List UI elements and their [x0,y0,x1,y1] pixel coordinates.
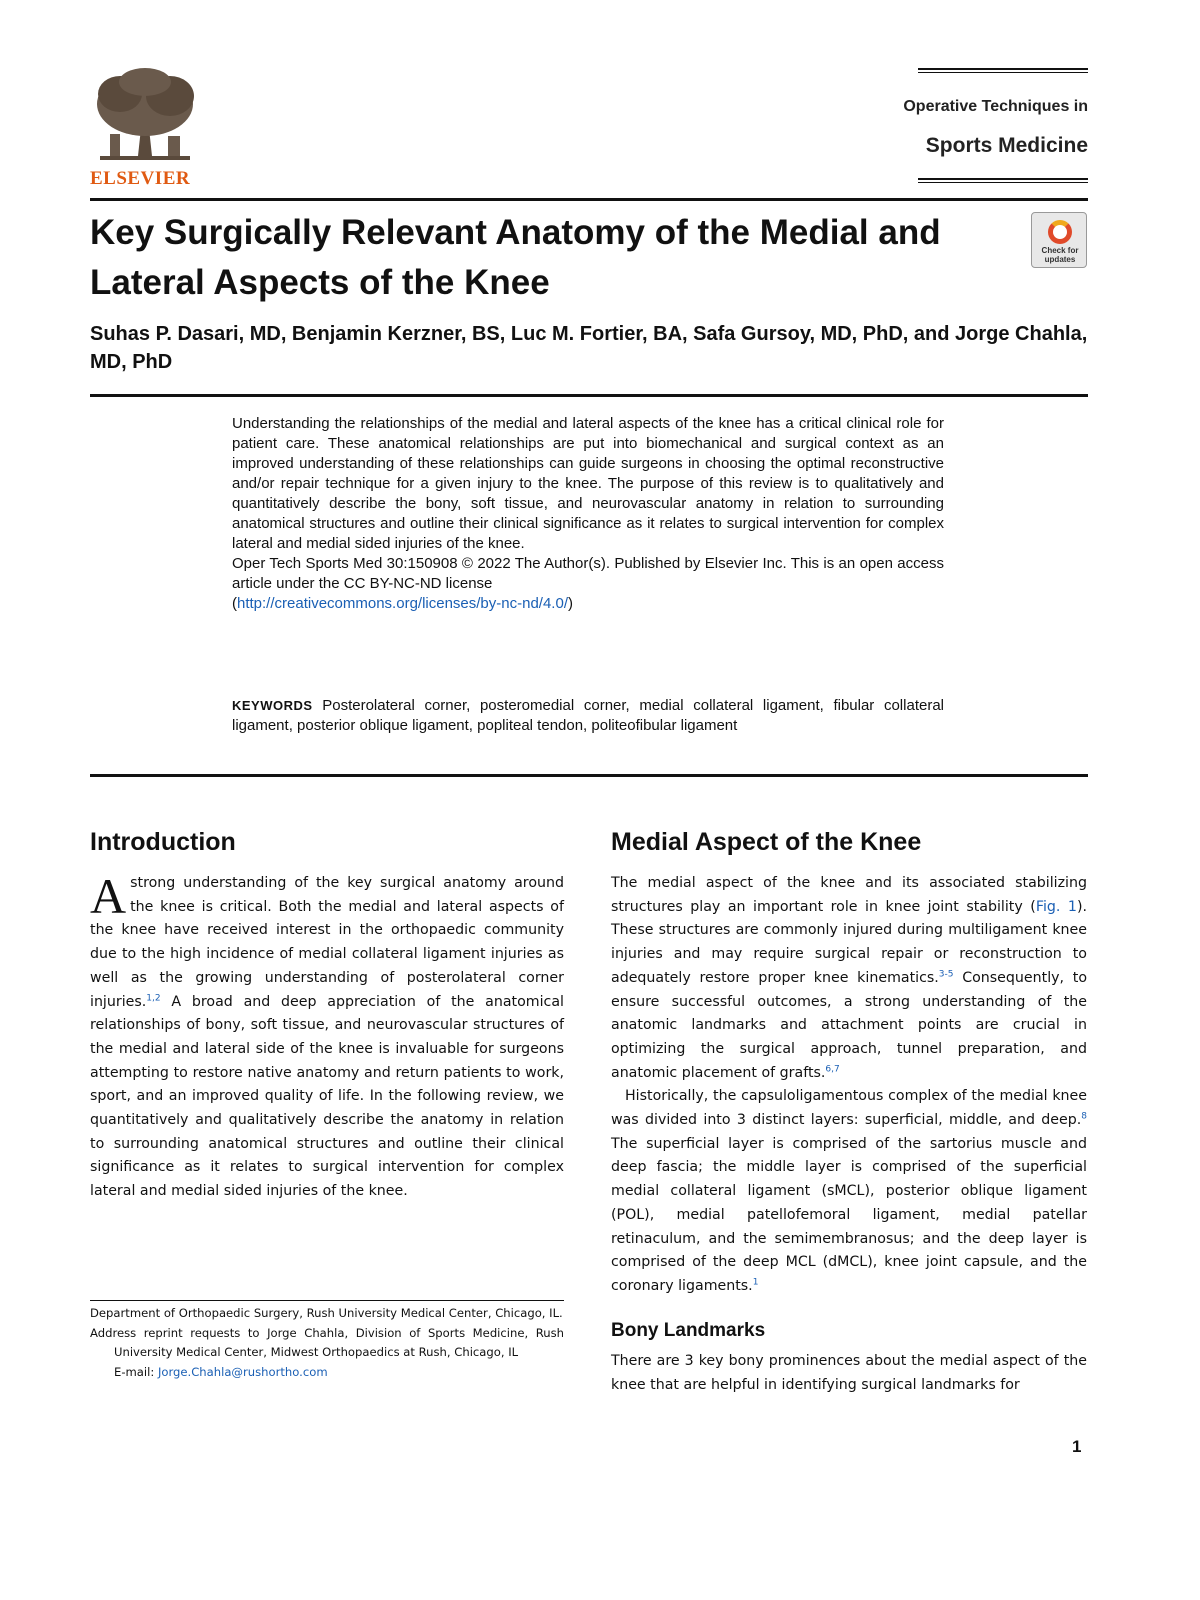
masthead-rule-top [918,68,1088,73]
medial-p2-a: Historically, the capsuloligamentous complex of the medial knee was divided into 3 distinct layers: superficial, middle, and deep. [611,1088,1087,1129]
keywords-label: KEYWORDS [232,698,313,713]
citation-ref[interactable]: 1 [752,1277,759,1288]
medial-aspect-heading: Medial Aspect of the Knee [611,828,922,856]
footnotes [90,1304,564,1382]
medial-paragraph-1 [611,872,1087,1085]
medial-p2-b: The superficial layer is comprised of the sartorius muscle and deep fascia; the middle layer is comprised of the superficial medial collateral ligament (sMCL), posterior oblique ligament (POL), medial patellofemoral ligament, medial patellar retinaculum, and the semimembranosus; and the deep layer is comprised of the deep MCL (dMCL), knee joint capsule, and the coronary ligaments. [611,1135,1087,1294]
address-text: Address reprint requests to Jorge Chahla, Division of Sports Medicine, Rush University Medical Center, Midwest Orthopaedics at Rush, Chicago, IL [90,1325,564,1359]
elsevier-logo [90,64,200,192]
introduction-body [90,868,564,1204]
page-number: 1 [1072,1437,1082,1456]
header-divider [90,198,1088,201]
tree-icon [90,64,200,166]
bony-landmarks-body: There are 3 key bony prominences about the medial aspect of the knee that are helpful in identifying surgical landmarks for [611,1353,1087,1393]
keywords [232,696,944,736]
journal-name-line1: Operative Techniques in [903,98,1088,115]
footnote-divider [90,1300,564,1301]
authors-divider [90,394,1088,397]
article-title: Key Surgically Relevant Anatomy of the Medial and Lateral Aspects of the Knee [90,213,941,302]
citation-ref[interactable]: 8 [1081,1111,1087,1122]
email-link[interactable]: Jorge.Chahla@rushortho.com [157,1364,328,1379]
figure-link[interactable]: Fig. 1 [1035,898,1077,915]
citation-ref[interactable]: 1,2 [146,992,161,1003]
citation-text: Oper Tech Sports Med 30:150908 © 2022 The Author(s). Published by Elsevier Inc. This is an open access article under the CC BY-NC-ND license [232,555,944,592]
journal-masthead [903,68,1088,186]
intro-text-a: strong understanding of the key surgical anatomy around the knee is critical. Both the medial and lateral aspects of the knee have received interest in the orthopaedic community due to the high incidence of medial collateral ligament injuries as well as the growing understanding of posterolateral corner injuries. [90,875,564,1010]
license-link[interactable]: http://creativecommons.org/licenses/by-nc-nd/4.0/ [237,595,568,612]
medial-p1-b: ). These structures are commonly injured during multiligament knee injuries and may require surgical repair or reconstruction to adequately restore proper knee kinematics. [611,898,1087,986]
check-for-updates-button[interactable] [1031,212,1087,268]
author-list: Suhas P. Dasari, MD, Benjamin Kerzner, BS, Luc M. Fortier, BA, Safa Gursoy, MD, PhD, and Jorge Chahla, MD, PhD [90,323,1088,373]
affiliation-note: Department of Orthopaedic Surgery, Rush University Medical Center, Chicago, IL. [90,1306,563,1320]
medial-p1-c: Consequently, to ensure successful outcomes, a strong understanding of the anatomic landmarks and attachment points are crucial in optimizing the surgical approach, tunnel preparation, and anatomic placement of grafts. [611,969,1088,1081]
keywords-text: Posterolateral corner, posteromedial corner, medial collateral ligament, fibular collateral ligament, posterior oblique ligament, popliteal tendon, politeofibular ligament [232,697,944,734]
check-for-updates-label: Check for updates [1041,246,1079,264]
drop-cap: A [90,868,127,924]
abstract-text: Understanding the relationships of the medial and lateral aspects of the knee has a critical clinical role for patient care. These anatomical relationships are put into biomechanical and surgical context as an improved understanding of these relationships can guide surgeons in choosing the optimal reconstructive and/or repair technique for a given injury to the knee. The purpose of this review is to qualitatively and quantitatively describe the bony, soft tissue, and neurovascular anatomy in relation to surrounding anatomical structures and outline their clinical significance as it relates to surgical intervention for complex lateral and medial sided injuries of the knee. [232,415,944,552]
paren-close: ) [567,595,573,612]
publisher-name: ELSEVIER [90,168,191,189]
masthead-rule-bottom [918,178,1088,183]
intro-text-b: A broad and deep appreciation of the anatomical relationships of bony, soft tissue, and neurovascular structures of the medial and lateral side of the knee is invaluable for surgeons attempting to restore native anatomy and return patients to work, sport, and an improved quality of life. In the following review, we quantitatively and qualitatively describe the anatomy in relation to surrounding anatomical structures and outline their clinical significance as it relates to surgical intervention for complex lateral and medial sided injuries of the knee. [90,993,564,1200]
medial-p1-a: The medial aspect of the knee and its associated stabilizing structures play an important role in knee joint stability ( [611,875,1087,915]
paren-open: ( [232,595,237,612]
medial-paragraph-2 [611,1085,1087,1298]
abstract-divider [90,774,1088,777]
introduction-heading: Introduction [90,828,236,856]
abstract [232,414,944,614]
citation-ref[interactable]: 6,7 [825,1063,840,1074]
abstract-citation [232,554,944,614]
citation-ref[interactable]: 3-5 [938,969,954,980]
email-label: E-mail: [114,1364,158,1379]
address-note [90,1324,564,1383]
updates-icon [1048,220,1072,244]
journal-name-line2: Sports Medicine [925,134,1088,157]
bony-landmarks-heading: Bony Landmarks [611,1320,766,1341]
medial-aspect-body [611,872,1087,1299]
